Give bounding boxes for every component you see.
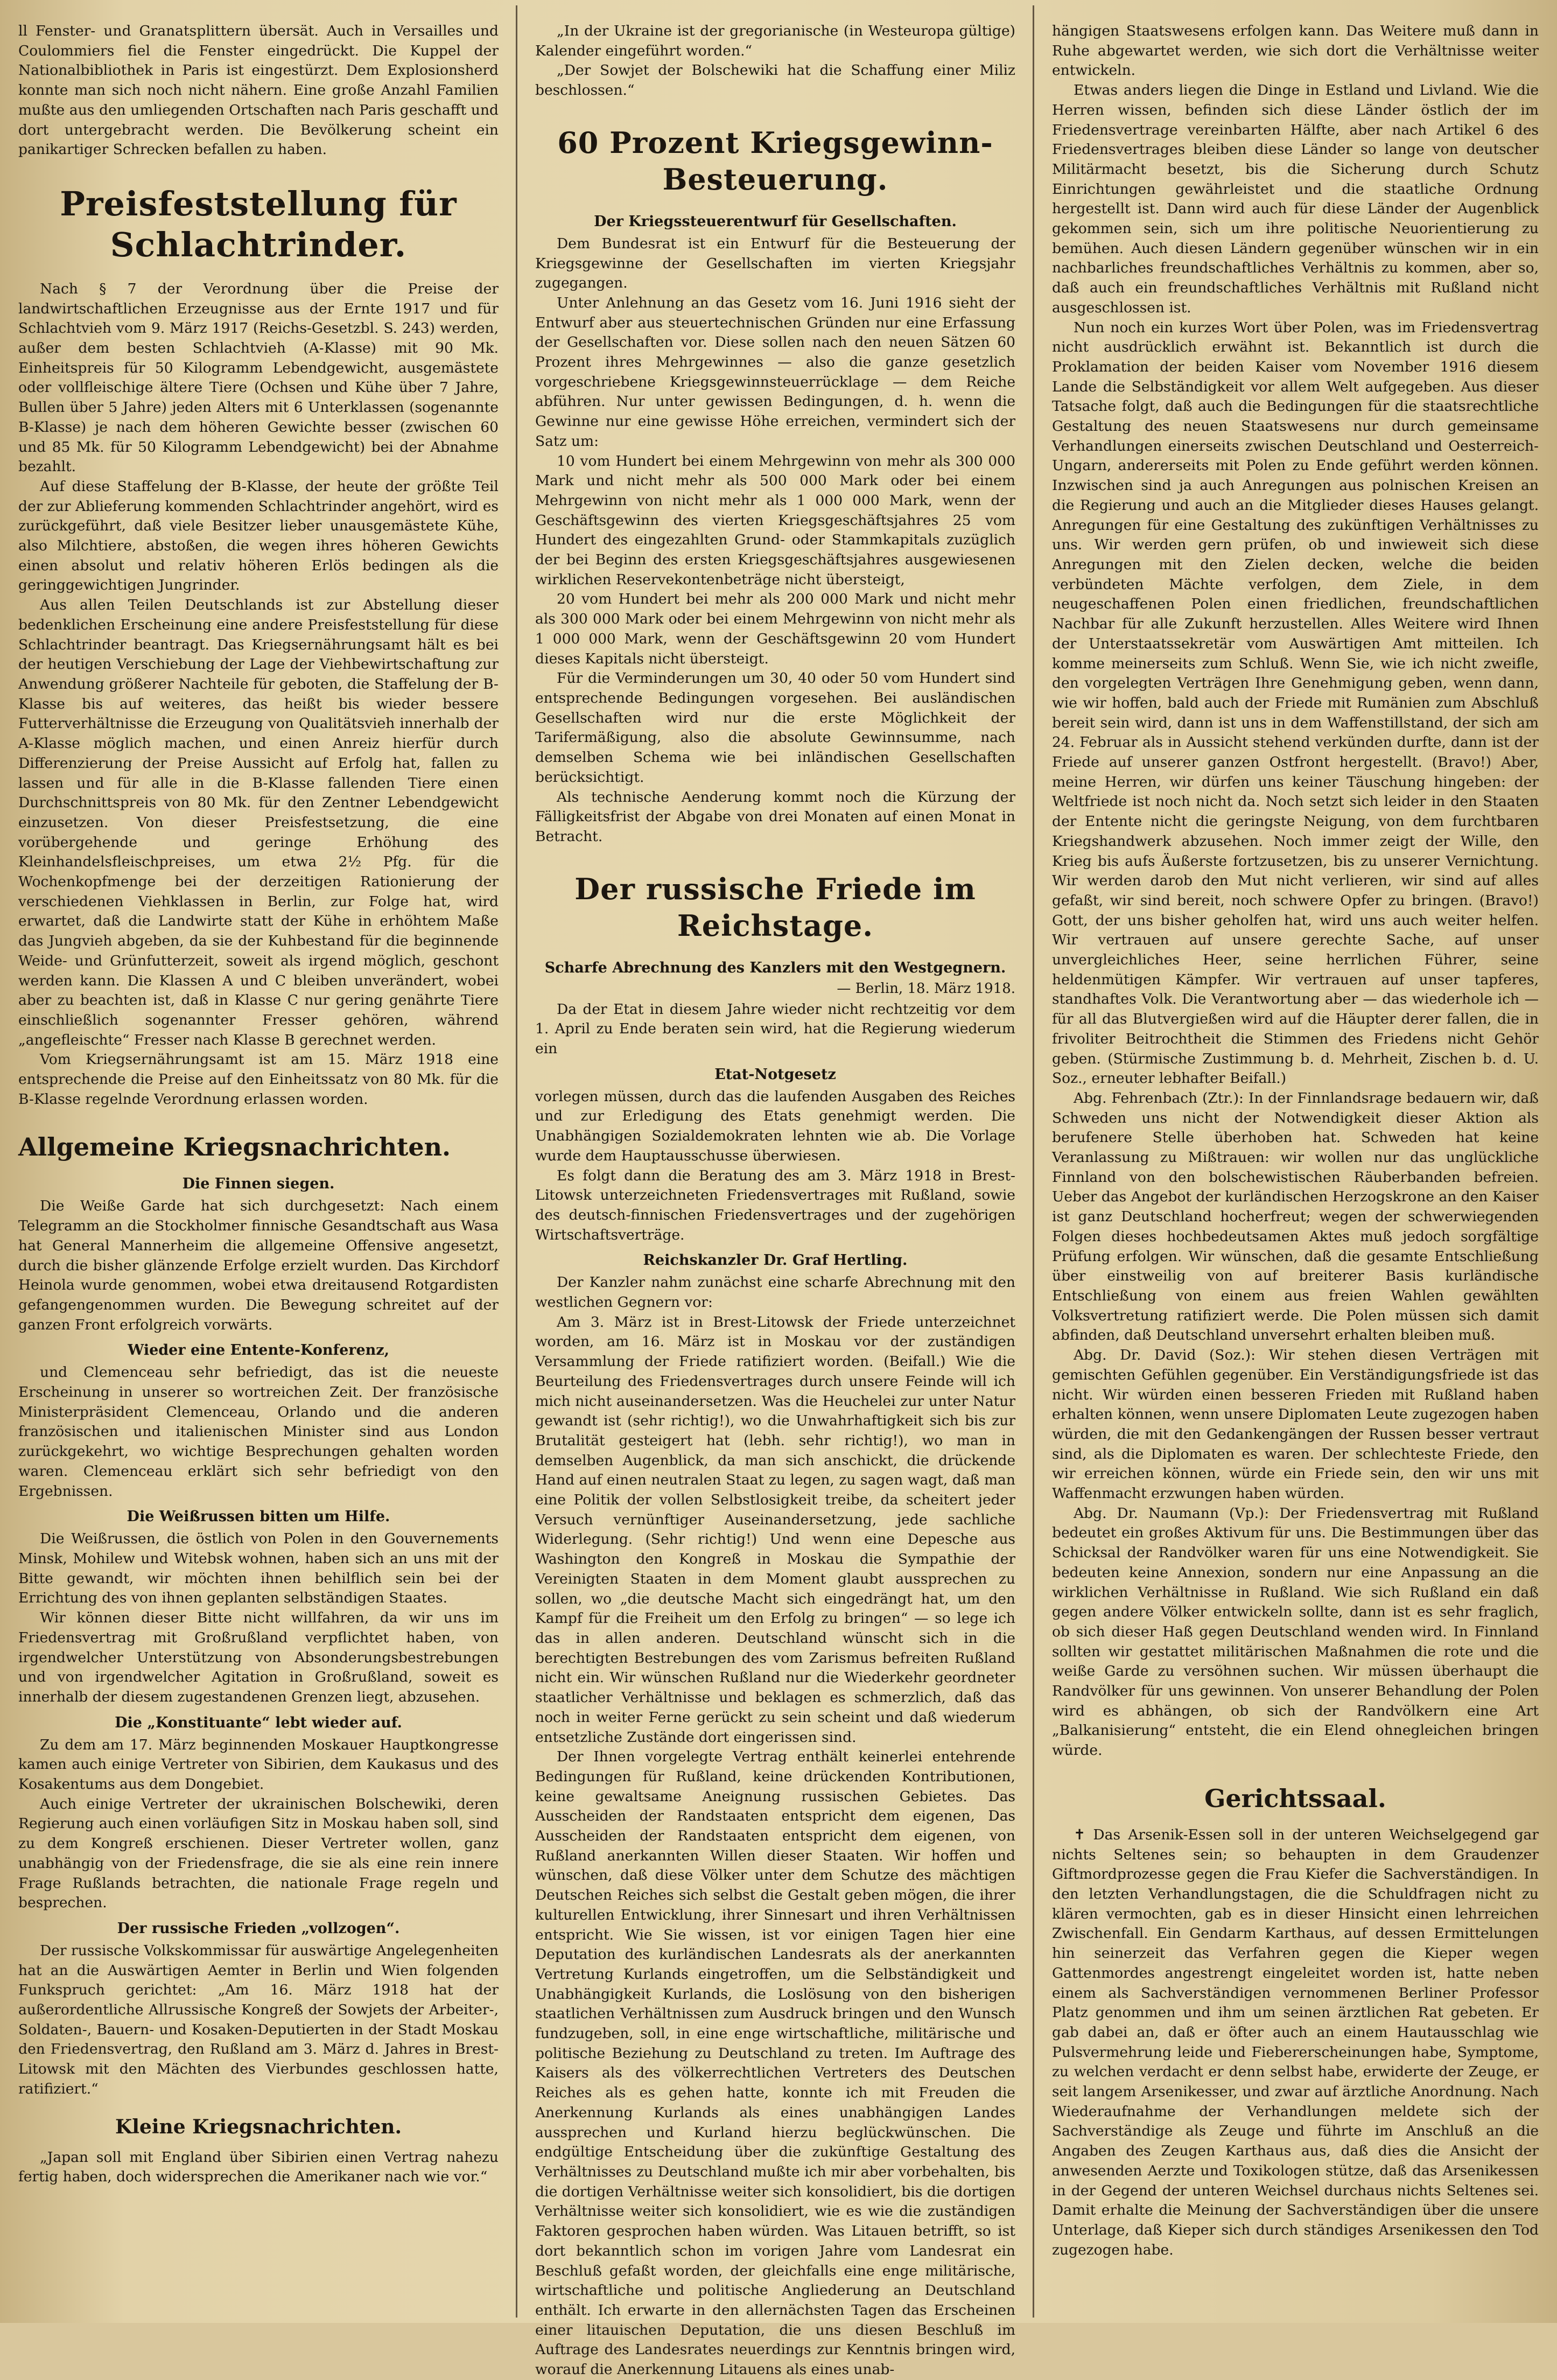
headline-kriegsnachrichten: Allgemeine Kriegsnachrichten. <box>18 1132 451 1162</box>
article-paragraph: Abg. Fehrenbach (Ztr.): In der Finnlandsrage bedauern wir, daß Schweden uns nicht der Notwendigkeit dieser Aktion als berufenere Stelle überhoben hat. Schweden hat keine Veranlassung zu Mißtrauen: wir wollen nur das unglückliche Finnland von den bolschewistischen Räuberbanden befreien. Ueber das Angebot der kurländischen Herzogskrone an den Kaiser ist ganz Deutschland hocherfreut; wegen der schwerwiegenden Folgen dieses hochbedeutsamen Aktes muß jedoch sorgfältige Prüfung erfolgen. Wir wünschen, daß die gesamte Entschließung über einstweilig von auf breiterer Basis kurländische Entschließung von einem aus freien Wahlen gewählten Volksvertretung ratifiziert werde. Die Polen müssen sich damit abfinden, daß Deutschland unversehrt erhalten bleiben muß. <box>1052 1089 1539 1344</box>
headline-preisfeststellung: Preisfeststellung für Schlachtrinder. <box>60 184 457 264</box>
lead-paragraph: „In der Ukraine ist der gregorianische (in Westeuropa gültige) Kalender eingeführt worden.“ <box>535 23 1015 59</box>
subhead-kriegssteuerentwurf: Der Kriegssteuerentwurf für Gesellschaften. <box>594 213 957 230</box>
article-paragraph: Unter Anlehnung an das Gesetz vom 16. Juni 1916 sieht der Entwurf aber aus steuertechnischen Gründen nur eine Erfassung der Gesellschaften vor. Diese sollen nach den neuen Sätzen 60 Prozent ihres Mehrgewinnes — also die ganze gesetzlich vorgeschriebene Kriegsgewinnsteuerrücklage — dem Reiche abführen. Nur unter gewissen Bedingungen, d. h. wenn die Gewinne nur eine gewisse Höhe erreichen, vermindert sich der Satz um: <box>535 294 1015 450</box>
headline-kriegsgewinn: 60 Prozent Kriegsgewinn-Besteuerung. <box>557 125 993 197</box>
headline-russischer-friede: Der russische Friede im Reichstage. <box>574 871 976 943</box>
lead-paragraph: ll Fenster- und Granatsplittern übersät. Auch in Versailles und Coulommiers fiel die Fenster eingedrückt. Die Kuppel der Nationalbibliothek in Paris ist eingestürzt. Dem Explosionsherd konnte man sich noch nicht nähern. Eine große Anzahl Familien mußte aus den umliegenden Ortschaften nach Paris geschafft und dort untergebracht werden. Die Bevölkerung scheint ein panikartiger Schrecken befallen zu haben. <box>18 23 499 158</box>
article-paragraph: ✝ Das Arsenik-Essen soll in der unteren Weichselgegend gar nichts Seltenes sein; so behaupten in dem Graudenzer Giftmordprozesse gegen die Frau Kiefer die Sachverständigen. In den letzten Verhandlungstagen, die die Schuldfragen nicht zu klären vermochten, gab es in dieser Hinsicht einen lehrreichen Zwischenfall. Ein Gendarm Karthaus, auf dessen Ermittelungen hin seinerzeit das Verfahren gegen die Kieper wegen Gattenmordes angestrengt eingeleitet worden ist, hatte neben einem als Sachverständigen vernommenen Berliner Professor Platz genommen und ihm um seinen ärztlichen Rat gebeten. Er gab dabei an, daß er öfter auch an einem Hautausschlag wie Pulsvermehrung leide und Fiebererscheinungen habe, Symptome, zu welchen verdacht er denn selbst habe, erwiderte der Zeuge, er seit langem Arsenikesser, und zwar auf ärztliche Anordnung. Nach Wiederaufnahme der Verhandlungen meldete sich der Sachverständige als Zeuge und führte im Anschluß an die Angaben des Zeugen Karthaus aus, daß dies die Ansicht der anwesenden Aerzte und Toxikologen stütze, daß das Arsenikessen in der Gegend der unteren Weichsel durchaus nichts Seltenes sei. Damit erhalte die Meinung der Sachverständigen über die unsere Unterlage, daß Kieper sich durch ständiges Arsenikessen den Tod zugezogen habe. <box>1052 1826 1539 2258</box>
headline-kleine-kriegsnachrichten: Kleine Kriegsnachrichten. <box>115 2115 402 2138</box>
article-paragraph: Nach § 7 der Verordnung über die Preise der landwirtschaftlichen Erzeugnisse aus der Ernte 1917 und für Schlachtvieh vom 9. März 1917 (Reichs-Gesetzbl. S. 243) werden, außer dem besten Schlachtvieh (A-Klasse) mit 90 Mk. Einheitspreis für 50 Kilogramm Lebendgewicht, ausgemästete oder vollfleischige ältere Tiere (Ochsen und Kühe über 7 Jahre, Bullen über 5 Jahre) jeden Alters mit 6 Unterklassen (sogenannte B-Klasse) je nach dem höheren Gewichte besser (zwischen 60 und 85 Mk. für 50 Kilogramm Lebendgewicht) bei der Abnahme bezahlt. <box>18 280 499 475</box>
article-paragraph: Aus allen Teilen Deutschlands ist zur Abstellung dieser bedenklichen Erscheinung eine andere Preisfeststellung für diese Schlachtrinder beantragt. Das Kriegsernährungsamt hält es bei der heutigen Verschiebung der Lage der Viehbewirtschaftung zur Anwendung größerer Nachteile für geboten, die Staffelung der B-Klasse bis auf weiteres, das heißt bis wieder bessere Futterverhältnisse die Erzeugung von Qualitätsvieh innerhalb der A-Klasse möglich machen, und einen Anreiz hierfür durch Differenzierung der Preise Aussicht auf Erfolg hat, fallen zu lassen und für alle in die B-Klasse fallenden Tiere einen Durchschnittspreis von 80 Mk. für den Zentner Lebendgewicht einzusetzen. Von dieser Preisfestsetzung, die eine vorübergehende und geringe Erhöhung des Kleinhandelsfleischpreises, um etwa 2½ Pfg. für die Wochenkopfmenge bei der derzeitigen Rationierung der verschiedenen Viehklassen in Berlin, zur Folge hat, wird erwartet, daß die Landwirte statt der Kühe in erhöhtem Maße das Jungvieh abgeben, da sie der Kuhbestand für die beginnende Weide- und Grünfutterzeit, soweit als irgend möglich, geschont werden kann. Die Klassen A und C bleiben unverändert, wobei aber zu beachten ist, daß in Klasse C nur gering genährte Tiere einschließlich sogenannter Fresser gehören, während „angefleischte“ Fresser nach Klasse B gerechnet werden. <box>18 597 499 1048</box>
subhead-russischer-frieden: Der russische Frieden „vollzogen“. <box>117 1920 400 1937</box>
article-paragraph: Abg. Dr. Naumann (Vp.): Der Friedensvertrag mit Rußland bedeutet ein großes Aktivum für uns. Die Bestimmungen über das Schicksal der Randvölker waren für uns eine Notwendigkeit. Sie bedeuten keine Annexion, sondern nur eine Anpassung an die wirklichen Verhältnisse in Rußland. Wie sich Rußland ein daß gegen andere Völker entwickeln sollte, dann ist es sehr fraglich, ob sich dieser Haß gegen Deutschland wenden wird. In Finnland sollten wir gestattet militärischen Maßnahmen die rote und die weiße Garde zu versöhnen suchen. Wir müssen überhaupt die Randvölker für uns gewinnen. Von unserer Behandlung der Polen wird es abhängen, ob sich der Randvölkern eine Art „Balkanisierung“ entsteht, die ein Elend ohnegleichen bringen würde. <box>1052 1504 1539 1759</box>
article-paragraph: Dem Bundesrat ist ein Entwurf für die Besteuerung der Kriegsgewinne der Gesellschaften im vierten Kriegsjahr zugegangen. <box>535 235 1015 292</box>
article-paragraph: Der Ihnen vorgelegte Vertrag enthält keinerlei entehrende Bedingungen für Rußland, keine drückenden Kontributionen, keine gewaltsame Aneignung russischen Gebietes. Das Ausscheiden der Randstaaten entspricht dem eigenen, Das Ausscheiden der Randstaaten entspricht dem eigenen, von Rußland anerkannten Willen dieser Staaten. Wir hoffen und wünschen, daß diese Völker unter dem Schutze des mächtigen Deutschen Reiches sich selbst die Gestalt geben mögen, die ihrer kulturellen Entwicklung, ihrer Sinnesart und ihren Verhältnissen entspricht. Wie Sie wissen, ist vor einigen Tagen hier eine Deputation des kurländischen Landesrats als der anerkannten Vertretung Kurlands eingetroffen, um die Selbständigkeit und Unabhängigkeit Kurlands, die Loslösung von den bisherigen staatlichen Verhältnissen zum Ausdruck bringen und den Wunsch fundzugeben, soll, in eine enge wirtschaftliche, militärische und politische Beziehung zu Deutschland zu treten. Im Auftrage des Kaisers als des völkerrechtlichen Vertreters des Deutschen Reiches als es gehen hatte, konnte ich mit Freuden die Anerkennung Kurlands als eines unabhängigen Landes aussprechen und Kurland hierzu beglückwünschen. Die endgültige Entscheidung über die zukünftige Gestaltung des Verhältnisses zu Deutschland mußte ich mir aber vorbehalten, bis die dortigen Verhältnisse weiter sich konsolidiert, bis die dortigen Verhältnisse weiter sich konsolidiert, wie es wie die zuständigen Faktoren gesprochen haben würden. Was Litauen betrifft, so ist dort bekanntlich schon im vorigen Jahre vom Landesrat ein Beschluß gefaßt worden, der gleichfalls eine enge militärische, wirtschaftliche und politische Angliederung an Deutschland enthält. Ich erwarte in den allernächsten Tagen das Erscheinen einer litauischen Deputation, die uns diesen Beschluß im Auftrage des Landesrates neuerdings zur Kenntnis bringen wird, worauf die Anerkennung Litauens als eines unab- <box>535 1748 1015 2378</box>
article-paragraph: Da der Etat in diesem Jahre wieder nicht rechtzeitig vor dem 1. April zu Ende beraten sein wird, hat die Regierung wiederum ein <box>535 1000 1015 1058</box>
article-paragraph: Der russische Volkskommissar für auswärtige Angelegenheiten hat an die Auswärtigen Aemter in Berlin und Wien folgenden Funkspruch gerichtet: „Am 16. März 1918 hat der außerordentliche Allrussische Kongreß der Sowjets der Arbeiter-, Soldaten-, Bauern- und Kosaken-Deputierten in der Stadt Moskau den Friedensvertrag, den Rußland am 3. März d. Jahres in Brest-Litowsk mit den Mächten des Vierbundes geschlossen hatte, ratifiziert.“ <box>18 1942 499 2097</box>
article-paragraph: 20 vom Hundert bei mehr als 200 000 Mark und nicht mehr als 300 000 Mark oder bei einem Mehrgewinn von nicht mehr als 1 000 000 Mark, wenn der Geschäftsgewinn 20 vom Hundert dieses Kapitals nicht übersteigt. <box>535 591 1015 667</box>
article-paragraph: Wir können dieser Bitte nicht willfahren, da wir uns im Friedensvertrag mit Großrußland verpflichtet haben, von irgendwelcher Unterstützung von Absonderungsbestrebungen und von irgendwelcher Agitation in Großrußland, soweit es innerhalb der diesem zugestandenen Grenzen liegt, abzusehen. <box>18 1609 499 1705</box>
article-paragraph: vorlegen müssen, durch das die laufenden Ausgaben des Reiches und zur Erledigung des Etats genehmigt werden. Die Unabhängigen Sozialdemokraten lehnten wie ab. Die Vorlage wurde dem Hauptausschusse überwiesen. <box>535 1088 1015 1164</box>
article-paragraph: Am 3. März ist in Brest-Litowsk der Friede unterzeichnet worden, am 16. März ist in Moskau vor der zuständigen Versammlung der Friede ratifiziert worden. (Beifall.) Wie die Beurteilung des Friedensvertrages durch unsere Feinde will ich mich nicht auseinandersetzen. Was die Heuchelei zur unter Natur gewandt ist (sehr richtig!), wo die Unwahrhaftigkeit sich bis zur Brutalität gesteigert hat (lebh. sehr richtig!), wo man in demselben Augenblick, da man sich anschickt, die drückende Hand auf einen neutralen Staat zu legen, zu sagen wagt, daß man eine Politik der vollen Selbstlosigkeit treibe, da scheitert jeder Versuch vernünftiger Auseinandersetzung, jede sachliche Widerlegung. (Sehr richtig!) Und wenn eine Depesche aus Washington den Kongreß in Moskau die Sympathie der Vereinigten Staaten in dem Moment glaubt aussprechen zu sollen, wo „die deutsche Macht sich eingedrängt hat, um den Kampf für die Freiheit um den Erfolg zu bringen“ — so lege ich das in allen anderen. Deutschland wünscht sich in die berechtigten Bestrebungen des vom Zarismus befreiten Rußland nicht ein. Wir wünschen Rußland nur die Wiederkehr geordneter staatlicher Verhältnisse und beklagen es schmerzlich, daß das noch in weiter Ferne gerückt zu sein scheint und daß wiederum entsetzliche Zustände dort eingerissen sind. <box>535 1313 1015 1746</box>
subhead-entente: Wieder eine Entente-Konferenz, <box>127 1342 390 1359</box>
article-paragraph: Zu dem am 17. März beginnenden Moskauer Hauptkongresse kamen auch einige Vertreter von Sibirien, dem Kaukasus und des Kosakentums aus dem Dongebiet. <box>18 1736 499 1793</box>
lead-paragraph: hängigen Staatswesens erfolgen kann. Das Weitere muß dann in Ruhe abgewartet werden, wie sich dort die Verhältnisse weiter entwickeln. <box>1052 23 1539 79</box>
article-paragraph: Die Weißrussen, die östlich von Polen in den Gouvernements Minsk, Mohilew und Witebsk wohnen, haben sich an uns mit der Bitte gewandt, wir möchten ihnen behilflich sein bei der Errichtung des von ihnen geplanten selbständigen Staates. <box>18 1530 499 1607</box>
lead-paragraph: „Der Sowjet der Bolschewiki hat die Schaffung einer Miliz beschlossen.“ <box>535 62 1015 99</box>
article-paragraph: 10 vom Hundert bei einem Mehrgewinn von mehr als 300 000 Mark und nicht mehr als 500 000 Mark oder bei einem Mehrgewinn von nicht mehr als 1 000 000 Mark, wenn der Geschäftsgewinn des vierten Kriegsgeschäftsjahres 25 vom Hundert des eingezahlten Grund- oder Stammkapitals zuzüglich der bei Beginn des ersten Kriegsgeschäftsjahres ausgewiesenen wirklichen Reservekontenbeträge nicht übersteigt, <box>535 452 1015 588</box>
subhead-weissrussen: Die Weißrussen bitten um Hilfe. <box>127 1508 390 1525</box>
column-left <box>0 0 517 2323</box>
article-paragraph: Als technische Aenderung kommt noch die Kürzung der Fälligkeitsfrist der Abgabe von drei Monaten auf einen Monat in Betracht. <box>535 788 1015 845</box>
subhead-finnen: Die Finnen siegen. <box>182 1175 335 1193</box>
article-paragraph: Abg. Dr. David (Soz.): Wir stehen diesen Verträgen mit gemischten Gefühlen gegenüber. Ein Verständigungsfriede ist das nicht. Wir würden einen besseren Frieden mit Rußland haben erhalten können, wenn unsere Diplomaten Leute zugezogen haben würden, die mit den Gedankengängen der Russen besser vertraut sind, als die Diplomaten es waren. Der schlechteste Friede, den wir erreichen können, würde ein Friede sein, den wir uns mit Waffenmacht erzwungen haben würden. <box>1052 1347 1539 1502</box>
headline-gerichtssaal: Gerichtssaal. <box>1204 1783 1386 1813</box>
article-paragraph: Auch einige Vertreter der ukrainischen Bolschewiki, deren Regierung auch einen vorläufigen Sitz in Moskau haben soll, sind zu dem Kongreß erschienen. Dieser Vertreter wollen, ganz unabhängig von der Friedensfrage, die sie als eine rein innere Frage Rußlands betrachten, die nationale Frage regeln und besprechen. <box>18 1795 499 1912</box>
article-paragraph: Nun noch ein kurzes Wort über Polen, was im Friedensvertrag nicht ausdrücklich erwähnt ist. Bekanntlich ist durch die Proklamation der beiden Kaiser vom November 1916 diesem Lande die Selbständigkeit vor allem Welt aufgegeben. Aus dieser Tatsache folgt, daß auch die Bedingungen für die staatsrechtliche Gestaltung des neuen Staatswesens nur durch gemeinsame Verhandlungen einerseits zwischen Deutschland und Oesterreich-Ungarn, andererseits mit Polen zu Ende geführt werden können. Inzwischen sind ja auch Anregungen aus polnischen Kreisen an die Regierung und auch an die Mitglieder dieses Hauses gelangt. Anregungen für eine Gestaltung des zukünftigen Verhältnisses zu uns. Wir werden gern prüfen, ob und inwieweit sich diese Anregungen mit den Zielen decken, welche die beiden verbündeten Mächte verfolgen, dem Ziele, in dem neugeschaffenen Polen einen friedlichen, freundschaftlichen Nachbar für alle Zukunft herzustellen. Alles Weitere wird Ihnen der Unterstaatssekretär vom Auswärtigen Amt mitteilen. Ich komme meinerseits zum Schluß. Wenn Sie, wie ich nicht zweifle, den vorgelegten Verträgen Ihre Genehmigung geben, wenn dann, wie wir hoffen, bald auch der Friede mit Rumänien zum Abschluß bereit sein wird, dann ist uns in dem Waffenstillstand, der sich am 24. Februar als in Aussicht stehend verkünden durfte, dann ist der Friede auf unserer ganzen Ostfront hergestellt. (Bravo!) Aber, meine Herren, wir dürfen uns keiner Täuschung hingeben: der Weltfriede ist noch nicht da. Noch setzt sich leider in den Staaten der Entente nicht die geringste Neigung, von dem furchtbaren Kriegshandwerk abzusehen. Noch immer zeigt der Wille, den Krieg bis aufs Äußerste fortzusetzen, bis zu unserer Vernichtung. Wir werden darob den Mut nicht verlieren, wir sind auf alles gefaßt, wir sind bereit, noch schwere Opfer zu bringen. (Bravo!) Gott, der uns bisher geholfen hat, wird uns auch weiter helfen. Wir vertrauen auf unsere gerechte Sache, auf unser unvergleichliches Heer, seine herrlichen Führer, seine heldenmütigen Kämpfer. Wir vertrauen auf unser tapferes, standhaftes Volk. Die Verantwortung aber — das wiederhole ich — für all das Blutvergießen wird auf die Häupter derer fallen, die in frivoliter Beitrochtheit die Stimmen des Friedens nicht Gehör geben. (Stürmische Zustimmung b. d. Mehrheit, Zischen b. d. U. Soz., erneuter lebhafter Beifall.) <box>1052 319 1539 1087</box>
article-paragraph: Der Kanzler nahm zunächst eine scharfe Abrechnung mit den westlichen Gegnern vor: <box>535 1274 1015 1311</box>
subhead-etat-notgesetz: Etat-Notgesetz <box>714 1066 836 1083</box>
article-paragraph: „Japan soll mit England über Sibirien einen Vertrag nahezu fertig haben, doch widersprechen die Amerikaner nach wie vor.“ <box>18 2148 499 2186</box>
column-right <box>1034 0 1557 2323</box>
article-paragraph: Es folgt dann die Beratung des am 3. März 1918 in Brest-Litowsk unterzeichneten Friedensvertrages mit Rußland, sowie des deutsch-finnischen Friedensvertrages und der zugehörigen Wirtschaftsverträge. <box>535 1167 1015 1243</box>
article-paragraph: Auf diese Staffelung der B-Klasse, der heute der größte Teil der zur Ablieferung kommenden Schlachtrinder angehört, wird es zurückgeführt, daß viele Besitzer lieber unausgemästete Kühe, also Milchtiere, abstoßen, die wegen ihres höheren Gewichts einen absolut und relativ höheren Erlös bedingen als die geringgewichtigen Jungrinder. <box>18 478 499 594</box>
article-paragraph: Etwas anders liegen die Dinge in Estland und Livland. Wie die Herren wissen, befinden sich diese Länder östlich der im Friedensvertrage vereinbarten Hälfte, aber nach Artikel 6 des Friedensvertrages bleiben diese Länder so lange von deutscher Militärmacht besetzt, bis die Sicherung durch Schutz Einrichtungen gewährleistet und die staatliche Ordnung hergestellt ist. Dann wird auch für diese Länder der Augenblick gekommen sein, sich um ihre politische Neuorientierung zu bemühen. Auch diesen Ländern gegenüber wünschen wir in ein nachbarliches freundschaftliches Verhältnis zu kommen, aber so, daß auch ein freundschaftliches Verhältnis mit Rußland nicht ausgeschlossen ist. <box>1052 82 1539 316</box>
dateline: — Berlin, 18. März 1918. <box>837 980 1015 997</box>
subhead-abrechnung: Scharfe Abrechnung des Kanzlers mit den Westgegnern. <box>544 959 1006 976</box>
column-middle <box>517 0 1034 2378</box>
article-paragraph: Vom Kriegsernährungsamt ist am 15. März 1918 eine entsprechende die Preise auf den Einheitssatz von 80 Mk. für die B-Klasse regelnde Verordnung erlassen worden. <box>18 1051 499 1108</box>
article-paragraph: und Clemenceau sehr befriedigt, das ist die neueste Erscheinung in unserer so wortreichen Zeit. Der französische Ministerpräsident Clemenceau, Orlando und die anderen französischen und italienischen Minister sind aus London zurückgekehrt, wo wichtige Besprechungen gehalten worden waren. Clemenceau erklärt sich sehr befriedigt von den Ergebnissen. <box>18 1364 499 1500</box>
article-paragraph: Die Weiße Garde hat sich durchgesetzt: Nach einem Telegramm an die Stockholmer finnische Gesandtschaft aus Wasa hat General Mannerheim die allgemeine Offensive angesetzt, durch die bisher glänzende Erfolge erzielt wurden. Das Kirchdorf Heinola wurde genommen, wobei etwa dreitausend Rotgardisten gefangengenommen wurden. Die Bewegung schreitet auf der ganzen Front erfolgreich vorwärts. <box>18 1198 499 1333</box>
article-paragraph: Für die Verminderungen um 30, 40 oder 50 vom Hundert sind entsprechende Bedingungen vorgesehen. Bei ausländischen Gesellschaften wird nur die erste Möglichkeit der Tarifermäßigung, also die absolute Gewinnsumme, nach demselben Schema wie bei inländischen Gesellschaften berücksichtigt. <box>535 670 1015 786</box>
subhead-reichskanzler: Reichskanzler Dr. Graf Hertling. <box>643 1252 908 1269</box>
subhead-konstituante: Die „Konstituante“ lebt wieder auf. <box>115 1714 402 1731</box>
